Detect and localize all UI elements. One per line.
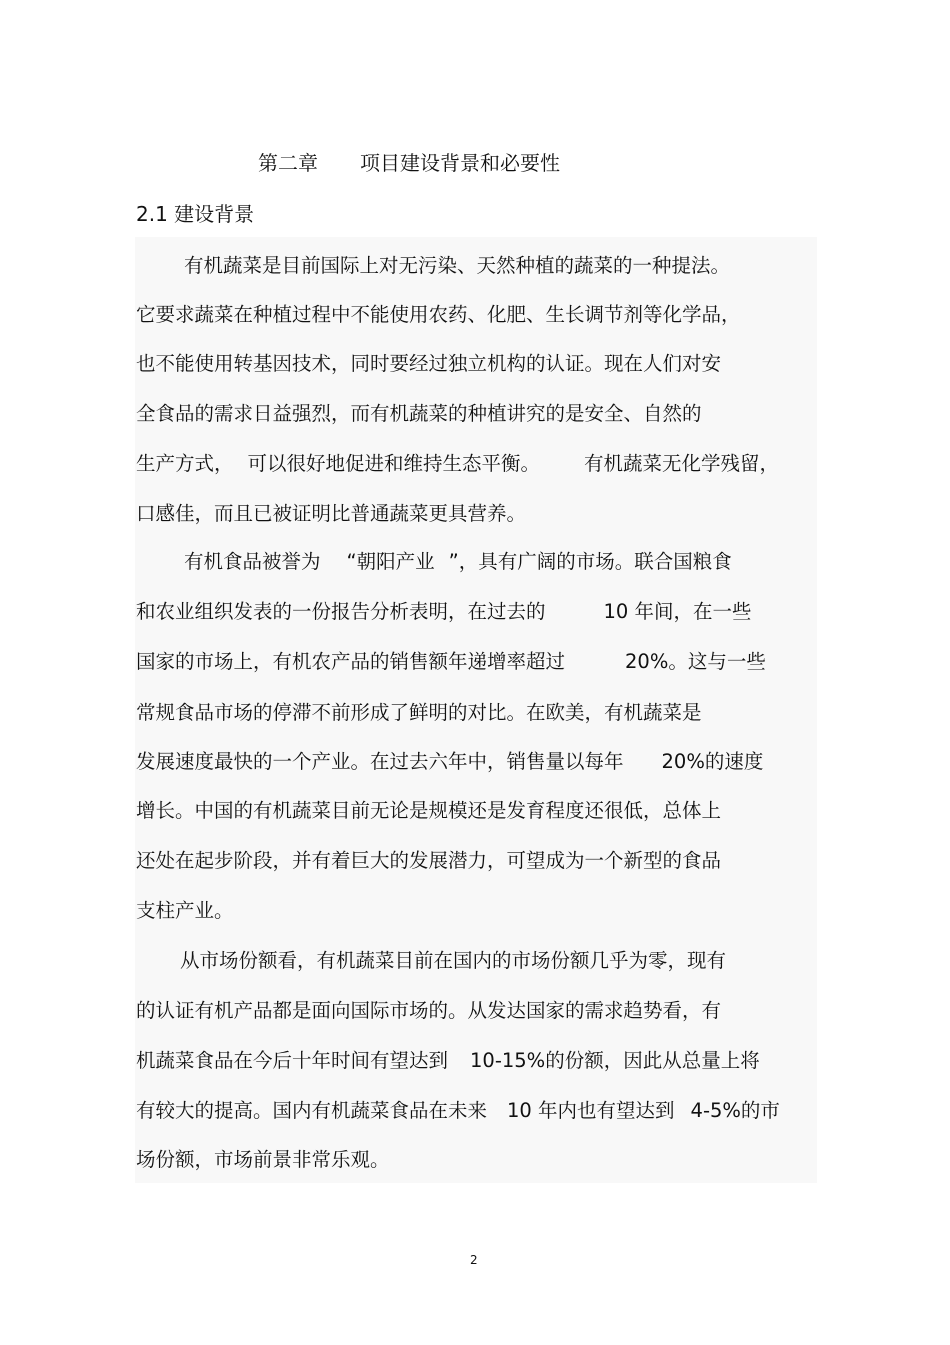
- chapter-number: 第二章: [258, 151, 318, 175]
- paragraph-line: [136, 501, 526, 527]
- text-segment: 20%的速度: [661, 750, 764, 773]
- text-segment: 从市场份额看，有机蔬菜目前在国内的市场份额几乎为零，现有: [180, 949, 727, 972]
- text-segment: 的认证有机产品都是面向国际市场的。从发达国家的需求趋势看，有: [136, 999, 722, 1022]
- paragraph-line: [136, 302, 741, 328]
- text-segment: 支柱产业。: [136, 899, 234, 922]
- text-segment: 4-5%的市: [690, 1099, 780, 1122]
- paragraph-line: [136, 998, 721, 1024]
- paragraph-line: [136, 1147, 390, 1173]
- text-segment: 机蔬菜食品在今后十年时间有望达到: [136, 1049, 449, 1072]
- text-segment: ”，具有广阔的市场。联合国粮食: [448, 550, 732, 573]
- paragraph-line: [184, 549, 732, 575]
- text-segment: 有较大的提高。国内有机蔬菜食品在未来: [136, 1099, 488, 1122]
- text-segment: 国家的市场上，有机农产品的销售额年递增率超过: [136, 650, 566, 673]
- text-segment: 和农业组织发表的一份报告分析表明，在过去的: [136, 600, 546, 623]
- text-segment: 10 年内也有望达到: [507, 1099, 675, 1122]
- paragraph-line: [136, 1098, 780, 1124]
- paragraph-line: [136, 749, 763, 775]
- text-segment: 发展速度最快的一个产业。在过去六年中，销售量以每年: [136, 750, 624, 773]
- text-segment: 常规食品市场的停滞不前形成了鲜明的对比。在欧美，有机蔬菜是: [136, 701, 702, 724]
- section-heading: 2.1 建设背景: [136, 202, 255, 226]
- text-segment: 可以很好地促进和维持生态平衡。: [247, 452, 541, 475]
- text-segment: 它要求蔬菜在种植过程中不能使用农药、化肥、生长调节剂等化学品，: [136, 303, 741, 326]
- paragraph-line: [136, 599, 752, 625]
- paragraph-line: [136, 848, 721, 874]
- text-segment: 全食品的需求日益强烈，而有机蔬菜的种植讲究的是安全、自然的: [136, 402, 702, 425]
- paragraph-line: [136, 700, 702, 726]
- paragraph-line: [136, 649, 766, 675]
- paragraph-line: [180, 948, 726, 974]
- chapter-heading: [258, 150, 560, 176]
- paragraph-line: [136, 798, 721, 824]
- text-segment: 有机食品被誉为: [184, 550, 321, 573]
- paragraph-line: [184, 253, 730, 279]
- text-segment: 20%。这与一些: [625, 650, 766, 673]
- text-segment: 生产方式，: [136, 452, 234, 475]
- paragraph-line: [136, 451, 779, 477]
- text-segment: 口感佳，而且已被证明比普通蔬菜更具营养。: [136, 502, 527, 525]
- text-segment: 有机蔬菜是目前国际上对无污染、天然种植的蔬菜的一种提法。: [184, 254, 731, 277]
- text-segment: 有机蔬菜无化学残留，: [584, 452, 780, 475]
- paragraph-line: [136, 401, 702, 427]
- paragraph-line: [136, 898, 234, 924]
- text-segment: 也不能使用转基因技术，同时要经过独立机构的认证。现在人们对安: [136, 352, 722, 375]
- text-segment: 10 年间，在一些: [603, 600, 752, 623]
- text-segment: 增长。中国的有机蔬菜目前无论是规模还是发育程度还很低，总体上: [136, 799, 722, 822]
- chapter-title: 项目建设背景和必要性: [360, 151, 560, 175]
- paragraph-line: [136, 1048, 760, 1074]
- text-segment: 场份额，市场前景非常乐观。: [136, 1148, 390, 1171]
- text-segment: “朝阳产业: [346, 550, 435, 573]
- text-segment: 10-15%的份额，因此从总量上将: [470, 1049, 760, 1072]
- text-segment: 还处在起步阶段，并有着巨大的发展潜力，可望成为一个新型的食品: [136, 849, 722, 872]
- paragraph-line: [136, 351, 721, 377]
- page-number: 2: [470, 1253, 478, 1267]
